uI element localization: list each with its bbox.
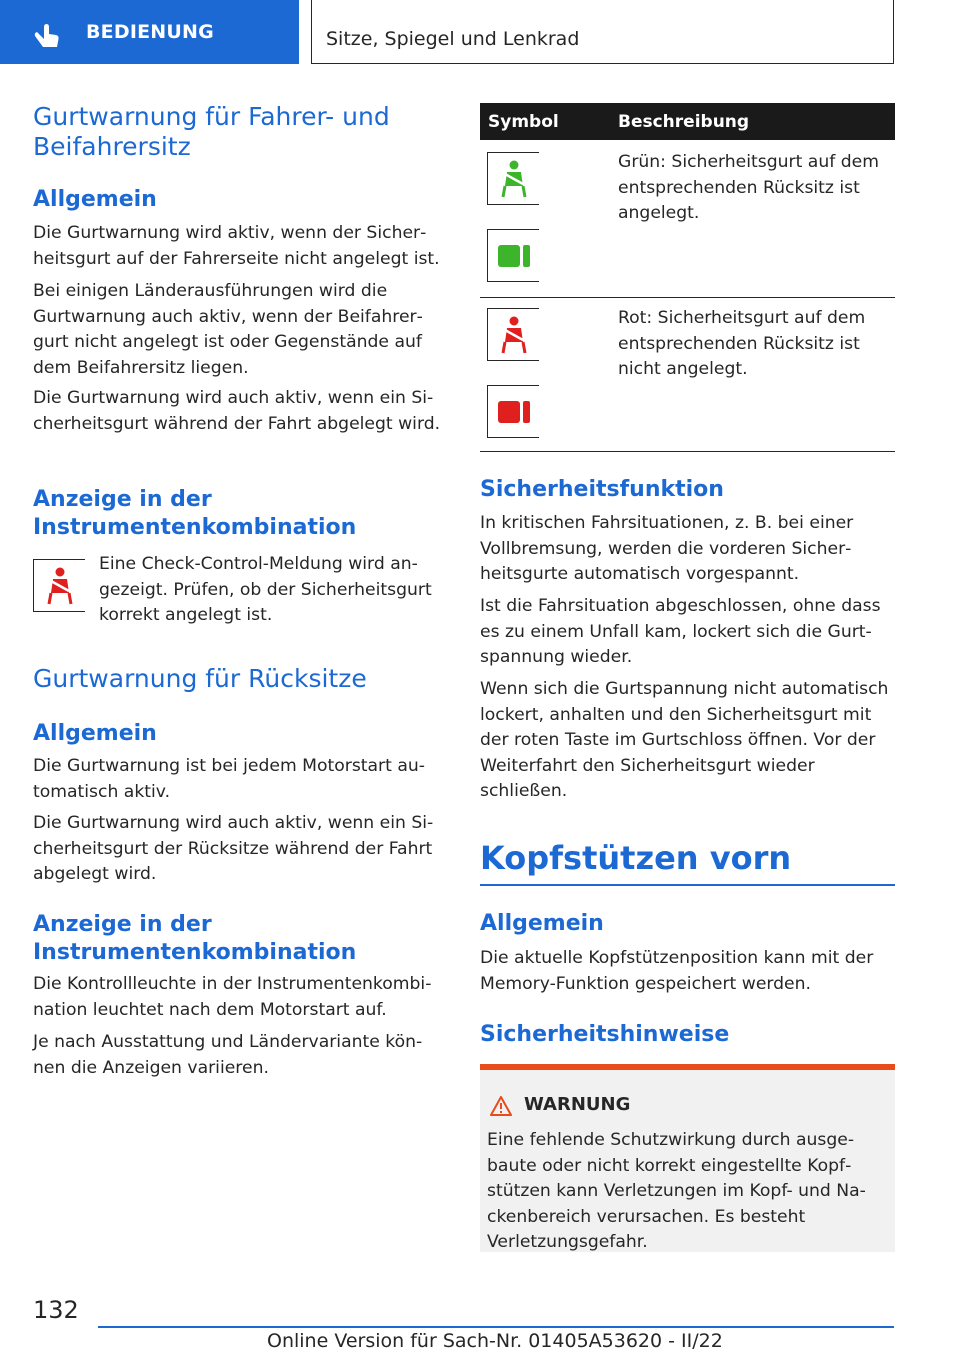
- paragraph-rear-1: Die Gurtwarnung ist bei jedem Motorstart automatisch aktiv.: [33, 756, 425, 802]
- heading-safety-function: Sicherheitsfunktion: [480, 477, 724, 502]
- heading-general-2: Allgemein: [33, 721, 157, 746]
- heading-driver-belt-warning: Gurtwarnung für Fahrer- und Beifahrersitz: [33, 102, 390, 161]
- heading-general-1: Allgemein: [33, 187, 157, 212]
- symbol-cell: [480, 298, 618, 452]
- paragraph-headrest-1: Die aktuelle Kopfstützenposition kann mit der Memory-Funktion gespeichert werden.: [480, 948, 874, 994]
- pointing-hand-icon: [30, 18, 64, 52]
- page-number: 132: [33, 1296, 79, 1324]
- page-header: [0, 0, 960, 66]
- table-row: [480, 298, 895, 452]
- seatbelt-person-icon: [43, 566, 77, 606]
- paragraph-safety-3: Wenn sich die Gurtspannung nicht automatisch lockert, anhalten und den Sicherheitsgurt mit der roten Taste im Gurtschloss öffnen. Vor der Weiterfahrt den Sicherheitsgurt wieder schließen.: [480, 679, 889, 801]
- row-green-description: Grün: Sicherheitsgurt auf dem entsprechenden Rücksitz ist angelegt.: [618, 152, 879, 223]
- col-description-header: Beschreibung: [618, 103, 895, 140]
- heading-display-1: Anzeige in der Instrumentenkombination: [33, 487, 357, 540]
- check-control-icon-box: [33, 559, 85, 612]
- warning-triangle-icon: [490, 1096, 512, 1116]
- seatbelt-person-icon: [497, 315, 531, 355]
- paragraph-driver-1: Die Gurtwarnung wird aktiv, wenn der Sicherheitsgurt auf der Fahrerseite nicht angelegt ist.: [33, 223, 440, 269]
- paragraph-rear-2: Die Gurtwarnung wird auch aktiv, wenn ein Sicherheitsgurt der Rücksitze während der Fahrt abgelegt wird.: [33, 813, 434, 884]
- table-header-row: [480, 103, 895, 140]
- paragraph-rear-4: Je nach Ausstattung und Ländervariante können die Anzeigen variieren.: [33, 1032, 423, 1078]
- section-label: BEDIENUNG: [86, 21, 214, 43]
- heading-general-3: Allgemein: [480, 911, 604, 936]
- symbol-table: [480, 103, 895, 452]
- paragraph-safety-1: In kritischen Fahrsituationen, z. B. bei einer Vollbremsung, werden die vorderen Sicherheitsgurte automatisch vorgespannt.: [480, 513, 854, 584]
- paragraph-rear-3: Die Kontrollleuchte in der Instrumentenkombination leuchtet nach dem Motorstart auf.: [33, 974, 432, 1020]
- symbol-cell: [480, 140, 618, 298]
- warning-text: Eine fehlende Schutzwirkung durch ausgebaute oder nicht korrekt eingestellte Kopfstützen kann Verletzungen im Kopf- und Nackenbereich verursachen. Es besteht Verletzungsgefahr.: [487, 1130, 866, 1252]
- chapter-title: Sitze, Spiegel und Lenkrad: [326, 28, 580, 50]
- warning-box: [480, 1064, 895, 1252]
- chapter-title-box: [311, 0, 894, 64]
- col-symbol-header: Symbol: [480, 103, 618, 140]
- heading-rear-belt-warning: Gurtwarnung für Rücksitze: [33, 664, 367, 693]
- red-rear-indicator-box: [487, 385, 539, 438]
- paragraph-safety-2: Ist die Fahrsituation abgeschlossen, ohne dass es zu einem Unfall kam, lockert sich die Gurtspannung wieder.: [480, 596, 881, 667]
- row-red-description: Rot: Sicherheitsgurt auf dem entsprechenden Rücksitz ist nicht angelegt.: [618, 308, 866, 379]
- heading-display-2: Anzeige in der Instrumentenkombination: [33, 912, 357, 965]
- heading-headrests-front: Kopfstützen vorn: [480, 839, 792, 877]
- rear-seat-indicator-icon: [497, 244, 531, 268]
- heading-safety-notes: Sicherheitshinweise: [480, 1022, 730, 1047]
- section-tab: [0, 0, 299, 64]
- paragraph-driver-2: Bei einigen Länderausführungen wird die Gurtwarnung auch aktiv, wenn der Beifahrergurt nicht angelegt ist oder Gegenstände auf dem Beifahrersitz liegen.: [33, 281, 423, 378]
- green-rear-indicator-box: [487, 229, 539, 282]
- table-row: [480, 140, 895, 298]
- heading-underline: [480, 884, 895, 886]
- green-seatbelt-icon-box: [487, 152, 539, 205]
- footer-line: [98, 1326, 894, 1328]
- paragraph-driver-3: Die Gurtwarnung wird auch aktiv, wenn ein Sicherheitsgurt während der Fahrt abgelegt wird.: [33, 388, 441, 434]
- rear-seat-indicator-icon: [497, 400, 531, 424]
- paragraph-check-control: Eine Check-Control-Meldung wird angezeigt. Prüfen, ob der Sicherheitsgurt korrekt angelegt ist.: [99, 554, 432, 625]
- red-seatbelt-icon-box: [487, 308, 539, 361]
- warning-title: WARNUNG: [524, 1094, 631, 1115]
- seatbelt-person-icon: [497, 159, 531, 199]
- online-version-note: Online Version für Sach-Nr. 01405A53620 - II/22: [267, 1330, 723, 1352]
